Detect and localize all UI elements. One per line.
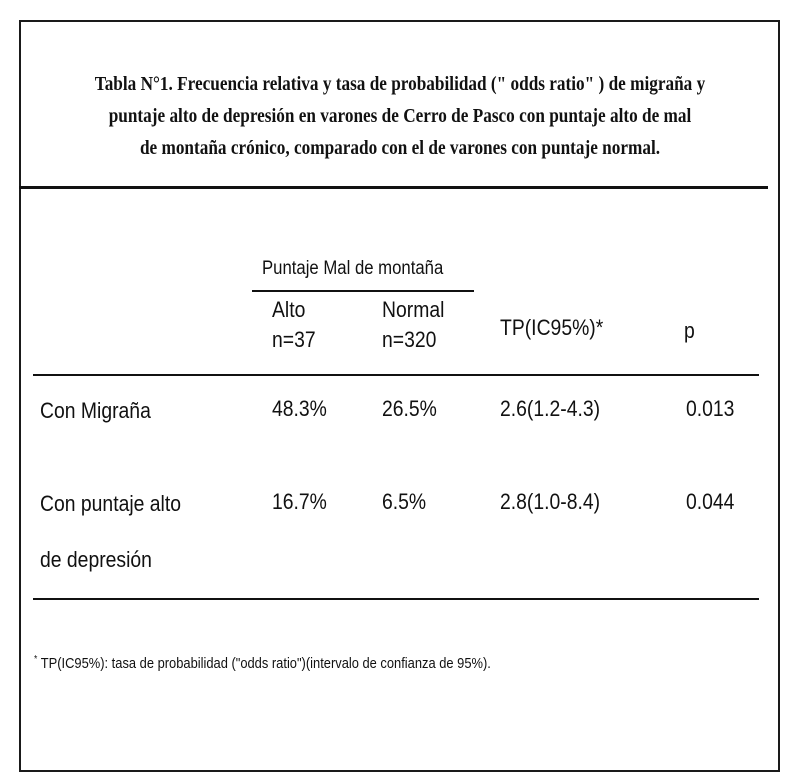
header-rule (33, 374, 759, 376)
col-header-alto: Alto n=37 (272, 297, 316, 352)
col-header-normal: Normal n=320 (382, 297, 445, 352)
row-2-normal: 6.5% (382, 489, 427, 514)
row-1-tp: 2.6(1.2-4.3) (500, 396, 601, 421)
row-2-label-line-1: Con puntaje alto (40, 491, 182, 516)
row-2-p: 0.044 (686, 489, 735, 514)
title-line-1: Tabla N°1. Frecuencia relativa y tasa de probabilidad (" odds ratio" ) de migraña y (94, 73, 706, 95)
group-header: Puntaje Mal de montaña (262, 258, 444, 279)
row-1-label: Con Migraña (40, 398, 151, 423)
row-2-label-line-2: de depresión (40, 547, 152, 572)
row-1-alto: 48.3% (272, 396, 327, 421)
title-rule (19, 186, 768, 189)
col-header-tp: TP(IC95%)* (500, 315, 604, 340)
row-2-tp: 2.8(1.0-8.4) (500, 489, 601, 514)
footnote (34, 654, 491, 672)
table-title (64, 68, 736, 164)
row-1-p: 0.013 (686, 396, 735, 421)
footnote-mark: * (34, 654, 38, 665)
col-header-p: p (684, 318, 695, 343)
title-line-2: puntaje alto de depresión en varones de Cerro de Pasco con puntaje alto de mal (108, 105, 692, 127)
footnote-text: TP(IC95%): tasa de probabilidad ("odds ratio")(intervalo de confianza de 95%). (40, 655, 491, 672)
row-1-normal: 26.5% (382, 396, 437, 421)
title-line-3: de montaña crónico, comparado con el de varones con puntaje normal. (139, 137, 661, 159)
group-header-rule (252, 290, 474, 292)
row-2-alto: 16.7% (272, 489, 327, 514)
bottom-rule (33, 598, 759, 600)
